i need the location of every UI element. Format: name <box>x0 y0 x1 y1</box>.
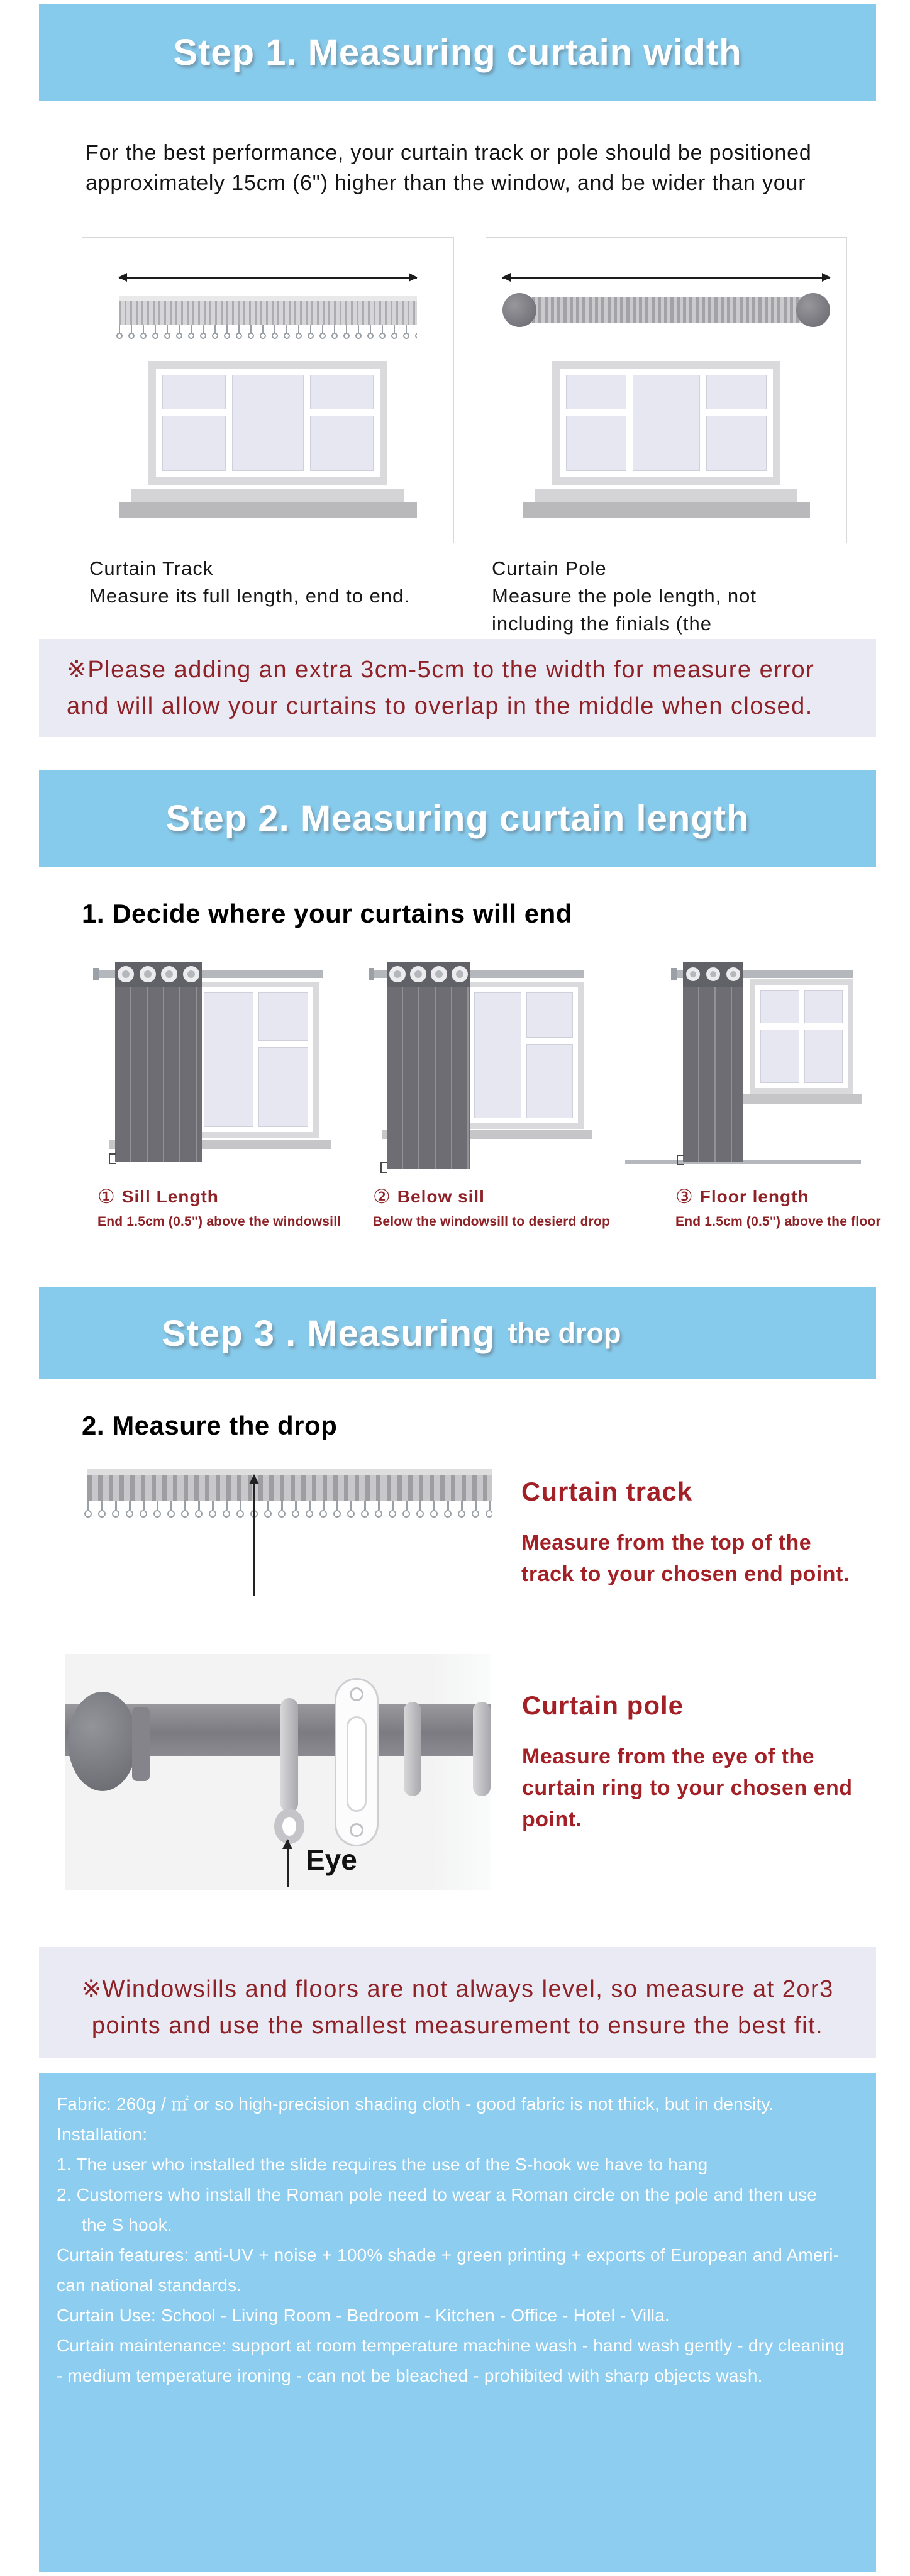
drop-pole-line: point. <box>522 1807 582 1831</box>
info-install-1: 1. The user who installed the slide requires the use of the S-hook we have to hang <box>57 2155 708 2174</box>
window-pane <box>804 1030 843 1083</box>
window-pane <box>310 375 374 409</box>
sill-length-diagram <box>97 962 323 1169</box>
width-arrow-icon <box>119 277 417 279</box>
step1-diagrams <box>82 237 910 543</box>
info-install-2: 2. Customers who install the Roman pole need to wear a Roman circle on the pole and then use <box>57 2185 818 2204</box>
info-features: Curtain features: anti-UV + noise + 100% shade + green printing + exports of European and Ameri- <box>57 2245 840 2265</box>
circled-number-icon: ① <box>97 1185 116 1208</box>
circled-number-icon: ② <box>373 1185 391 1208</box>
track-hook-rings-icon <box>82 1509 492 1519</box>
grommet-icon <box>686 967 700 981</box>
grommet-icon <box>389 966 406 982</box>
eye-arrow-icon <box>287 1840 289 1887</box>
step1-title: Step 1. Measuring curtain width <box>173 32 742 73</box>
grommet-icon <box>140 966 156 982</box>
window-pane <box>474 992 521 1118</box>
option-desc: End 1.5cm (0.5") above the floor <box>675 1214 881 1229</box>
info-features-2: can national standards. <box>57 2275 242 2295</box>
track-caption-title: Curtain Track <box>89 557 214 579</box>
windowsill-icon <box>535 489 797 502</box>
grommet-icon <box>431 966 447 982</box>
curtain-track-diagram <box>82 237 454 543</box>
pole-caption-title: Curtain Pole <box>492 557 607 579</box>
finial-collar-icon <box>132 1707 150 1781</box>
curtain-header <box>115 962 202 987</box>
option-below-sill <box>373 962 611 1230</box>
sill-length-label <box>97 1185 341 1230</box>
eye-label: Eye <box>306 1843 357 1876</box>
window-column <box>526 992 574 1118</box>
grommet-icon <box>706 967 720 981</box>
pole-caption-line: including the finials (the <box>492 613 712 635</box>
intro-line-1: For the best performance, your curtain track or pole should be positioned <box>86 141 812 165</box>
length-options <box>97 962 910 1230</box>
curtain-folds <box>115 987 202 1162</box>
wall-bracket-icon <box>335 1678 379 1846</box>
window-pane <box>162 375 226 409</box>
drop-pole-diagram <box>65 1654 910 1890</box>
below-sill-diagram <box>373 962 584 1169</box>
window-column <box>804 990 843 1083</box>
window-pane <box>204 992 253 1127</box>
floor-length-diagram <box>675 962 853 1169</box>
window-pane <box>566 375 626 409</box>
info-installation: Installation: <box>57 2124 148 2144</box>
grommet-icon <box>161 966 177 982</box>
measure-end-mark-icon <box>380 1162 387 1173</box>
level-note-line: ※Windowsills and floors are not always level, so measure at 2or3 <box>81 1976 834 2002</box>
curtain-ring-icon <box>280 1698 298 1813</box>
finial-icon <box>68 1692 137 1791</box>
window-pane <box>162 416 226 471</box>
window-pane <box>760 1030 799 1083</box>
curtain-ring-icon <box>473 1702 491 1796</box>
step3-banner <box>39 1287 876 1379</box>
drop-pole-title: Curtain pole <box>522 1690 684 1720</box>
option-desc: Below the windowsill to desierd drop <box>373 1214 611 1229</box>
window-pane <box>258 1047 308 1127</box>
window-icon <box>750 979 853 1094</box>
window-icon <box>193 982 319 1138</box>
step3-title: Step 3 . Measuring <box>162 1313 496 1354</box>
info-fabric: Fabric: 260g / ㎡ or so high-precision shading cloth - good fabric is not thick, but in density. <box>57 2094 774 2114</box>
window-icon <box>552 361 780 485</box>
finial-icon <box>502 293 536 327</box>
windowsill-base-icon <box>119 502 417 518</box>
window-pane <box>633 375 700 471</box>
screw-icon <box>350 1687 363 1701</box>
window-pane <box>804 990 843 1023</box>
info-use: Curtain Use: School - Living Room - Bedroom - Kitchen - Office - Hotel - Villa. <box>57 2306 670 2325</box>
bracket-slot <box>347 1716 367 1812</box>
step2-title: Step 2. Measuring curtain length <box>165 798 750 839</box>
window-column <box>760 990 799 1083</box>
drop-pole-text <box>522 1690 853 1835</box>
option-title: Below sill <box>397 1187 485 1206</box>
drop-track-title: Curtain track <box>521 1477 693 1506</box>
option-sill-length <box>97 962 341 1230</box>
window-icon <box>148 361 387 485</box>
window-pane <box>526 992 574 1038</box>
width-note-line: and will allow your curtains to overlap in the middle when closed. <box>67 693 813 719</box>
measure-end-mark-icon <box>677 1155 684 1165</box>
window-pane <box>566 416 626 471</box>
drop-pole-line: curtain ring to your chosen end <box>522 1776 853 1800</box>
info-install-2b: the S hook. <box>82 2215 172 2235</box>
step1-intro <box>86 138 910 198</box>
grommet-icon <box>183 966 199 982</box>
curtain-icon <box>387 962 470 1169</box>
grommet-icon <box>410 966 426 982</box>
step2-banner <box>39 770 876 867</box>
width-note-line: ※Please adding an extra 3cm-5cm to the width for measure error <box>67 657 815 683</box>
window-pane <box>706 375 767 409</box>
window-column <box>162 375 226 471</box>
window-column <box>566 375 626 471</box>
drop-pole-line: Measure from the eye of the <box>522 1745 815 1768</box>
curtain-header <box>683 962 743 987</box>
grommet-icon <box>118 966 134 982</box>
grommet-icon <box>452 966 468 982</box>
level-note <box>39 1947 876 2058</box>
window-column <box>232 375 303 471</box>
curtain-ring-icon <box>404 1702 421 1796</box>
drop-track-line: track to your chosen end point. <box>521 1562 850 1586</box>
option-title: Floor length <box>699 1187 809 1206</box>
drop-track-text <box>521 1477 850 1590</box>
windowsill-base-icon <box>523 502 810 518</box>
width-note <box>39 639 876 737</box>
curtain-track-icon <box>119 296 417 325</box>
circled-number-icon: ③ <box>675 1185 694 1208</box>
window-column <box>204 992 253 1127</box>
pole-panel <box>65 1654 491 1890</box>
info-maintenance: Curtain maintenance: support at room temperature machine wash - hand wash gently - dry cleaning <box>57 2336 845 2355</box>
step2-subheading: 1. Decide where your curtains will end <box>82 899 572 928</box>
product-info-box <box>39 2073 876 2572</box>
windowsill-icon <box>741 1094 862 1104</box>
window-column <box>474 992 521 1118</box>
measure-end-mark-icon <box>109 1153 116 1164</box>
curtain-header <box>387 962 470 987</box>
window-pane <box>310 416 374 471</box>
curtain-icon <box>683 962 743 1162</box>
windowsill-icon <box>131 489 404 502</box>
option-floor-length <box>675 962 881 1230</box>
curtain-pole-icon <box>516 297 816 323</box>
track-caption <box>89 555 460 638</box>
window-pane <box>706 416 767 471</box>
curtain-track-icon <box>87 1469 492 1501</box>
window-pane <box>526 1044 574 1118</box>
window-column <box>310 375 374 471</box>
drop-arrow-icon <box>253 1475 255 1596</box>
curtain-icon <box>115 962 202 1162</box>
option-desc: End 1.5cm (0.5") above the windowsill <box>97 1214 341 1229</box>
pole-caption <box>492 555 844 638</box>
curtain-folds <box>387 987 470 1169</box>
screw-icon <box>350 1823 363 1837</box>
below-sill-label <box>373 1185 611 1230</box>
step3-title-small: the drop <box>508 1317 621 1349</box>
drop-track-line: Measure from the top of the <box>521 1531 812 1555</box>
step3-subheading: 2. Measure the drop <box>82 1411 338 1440</box>
floor-length-label <box>675 1185 881 1230</box>
pole-caption-line: Measure the pole length, not <box>492 585 757 607</box>
window-pane <box>258 992 308 1041</box>
drop-track-diagram <box>87 1469 910 1601</box>
step1-captions <box>89 555 910 638</box>
step1-banner <box>39 4 876 101</box>
curtain-pole-diagram <box>486 237 847 543</box>
window-column <box>633 375 700 471</box>
track-hook-rings-icon <box>114 332 417 341</box>
window-pane <box>232 375 303 471</box>
intro-line-2: approximately 15cm (6") higher than the window, and be wider than your <box>86 171 806 195</box>
grommet-icon <box>726 967 740 981</box>
finial-icon <box>796 293 830 327</box>
width-arrow-icon <box>502 277 830 279</box>
option-title: Sill Length <box>121 1187 219 1206</box>
info-maintenance-2: - medium temperature ironing - can not be bleached - prohibited with sharp objects wash. <box>57 2366 763 2385</box>
window-pane <box>760 990 799 1023</box>
curtain-folds <box>683 987 743 1162</box>
window-icon <box>463 982 584 1129</box>
window-column <box>258 992 308 1127</box>
track-hooks-icon <box>87 1501 492 1510</box>
track-caption-line: Measure its full length, end to end. <box>89 585 410 607</box>
level-note-line: points and use the smallest measurement to ensure the best fit. <box>91 2012 824 2039</box>
window-column <box>706 375 767 471</box>
